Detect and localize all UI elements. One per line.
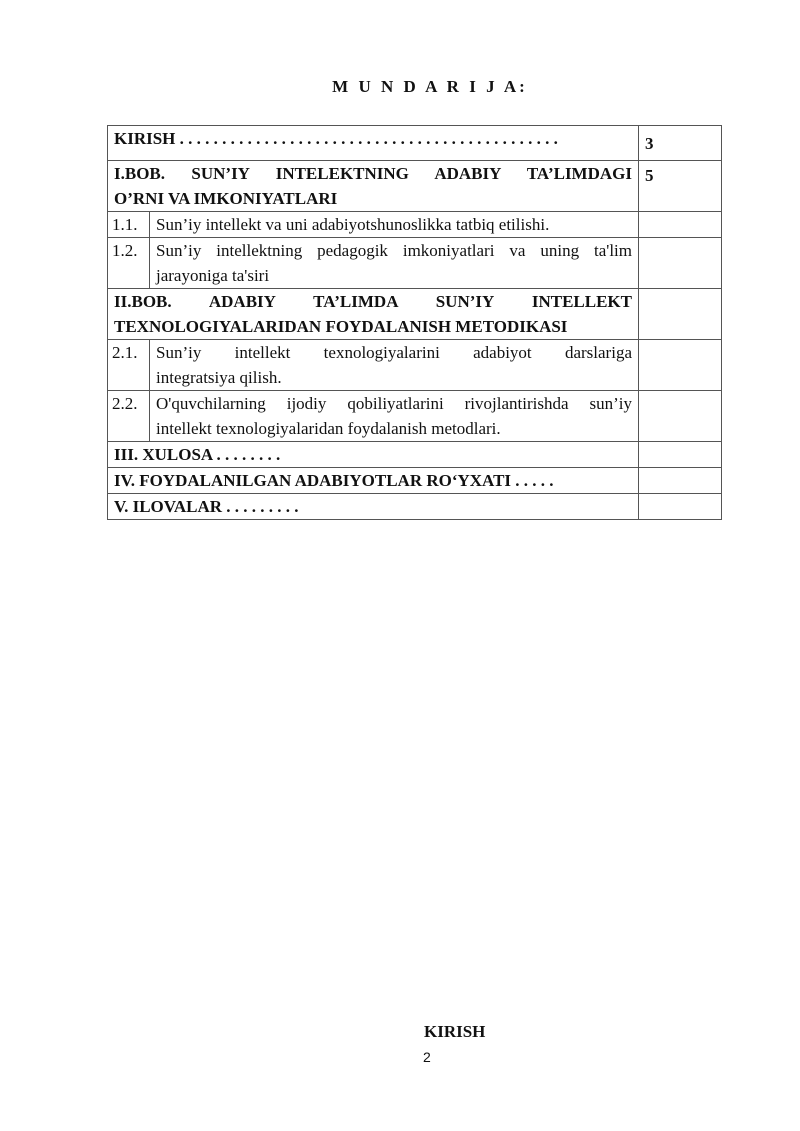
toc-section-line1: Sun’iy intellekt va uni adabiyotshunoslikka tatbiq etilishi. [156, 215, 550, 234]
toc-row-kirish [108, 126, 722, 161]
toc-section-page [639, 340, 722, 391]
toc-section-line1: Sun’iy intellektning pedagogik imkoniyatlari va uning ta'lim [156, 241, 632, 260]
toc-section-title [150, 212, 639, 238]
toc-kirish-label: KIRISH . . . . . . . . . . . . . . . . . . . . . . . . . . . . . . . . . . . . . . . . . . . . . [108, 126, 639, 161]
toc-chapter2-line2: TEXNOLOGIYALARIDAN FOYDALANISH METODIKASI [114, 317, 568, 336]
toc-section-line1: O'quvchilarning ijodiy qobiliyatlarini rivojlantirishda sun’iy [156, 394, 632, 413]
toc-row-chapter1 [108, 161, 722, 212]
toc-row-section-2-1 [108, 340, 722, 391]
toc-section-page [639, 238, 722, 289]
next-section-heading: KIRISH [424, 1022, 486, 1041]
toc-kirish-page: 3 [639, 126, 722, 161]
toc-row-section-1-2 [108, 238, 722, 289]
toc-section-number: 1.1. [108, 212, 150, 238]
toc-row-appendices [108, 494, 722, 520]
toc-chapter2-page [639, 289, 722, 340]
toc-section-page [639, 212, 722, 238]
toc-conclusion-label: III. XULOSA . . . . . . . . [108, 442, 639, 468]
toc-row-conclusion [108, 442, 722, 468]
toc-appendices-label: V. ILOVALAR . . . . . . . . . [108, 494, 639, 520]
toc-section-number: 1.2. [108, 238, 150, 289]
toc-chapter2-line1: II.BOB. ADABIY TA’LIMDA SUN’IY INTELLEKT [114, 292, 632, 311]
toc-section-line1: Sun’iy intellekt texnologiyalarini adabiyot darslariga [156, 343, 632, 362]
page-number: 2 [423, 1049, 431, 1065]
toc-chapter2-title [108, 289, 639, 340]
toc-section-line2: intellekt texnologiyalaridan foydalanish metodlari. [156, 419, 501, 438]
page-title: M U N D A R I J A: [332, 77, 528, 96]
toc-chapter1-title [108, 161, 639, 212]
toc-row-chapter2 [108, 289, 722, 340]
toc-section-title [150, 391, 639, 442]
toc-chapter1-line1: I.BOB. SUN’IY INTELEKTNING ADABIY TA’LIMDAGI [114, 164, 632, 183]
toc-chapter1-line2: O’RNI VA IMKONIYATLARI [114, 189, 338, 208]
toc-section-title [150, 238, 639, 289]
toc-conclusion-page [639, 442, 722, 468]
toc-references-page [639, 468, 722, 494]
toc-chapter1-page: 5 [639, 161, 722, 212]
toc-appendices-page [639, 494, 722, 520]
table-of-contents [107, 125, 722, 520]
toc-row-section-1-1 [108, 212, 722, 238]
toc-section-line2: jarayoniga ta'siri [156, 266, 270, 285]
toc-references-label: IV. FOYDALANILGAN ADABIYOTLAR RO‘YXATI . . . . . [108, 468, 639, 494]
toc-section-page [639, 391, 722, 442]
toc-section-line2: integratsiya qilish. [156, 368, 282, 387]
toc-section-number: 2.2. [108, 391, 150, 442]
toc-section-number: 2.1. [108, 340, 150, 391]
toc-row-section-2-2 [108, 391, 722, 442]
toc-row-references [108, 468, 722, 494]
toc-section-title [150, 340, 639, 391]
